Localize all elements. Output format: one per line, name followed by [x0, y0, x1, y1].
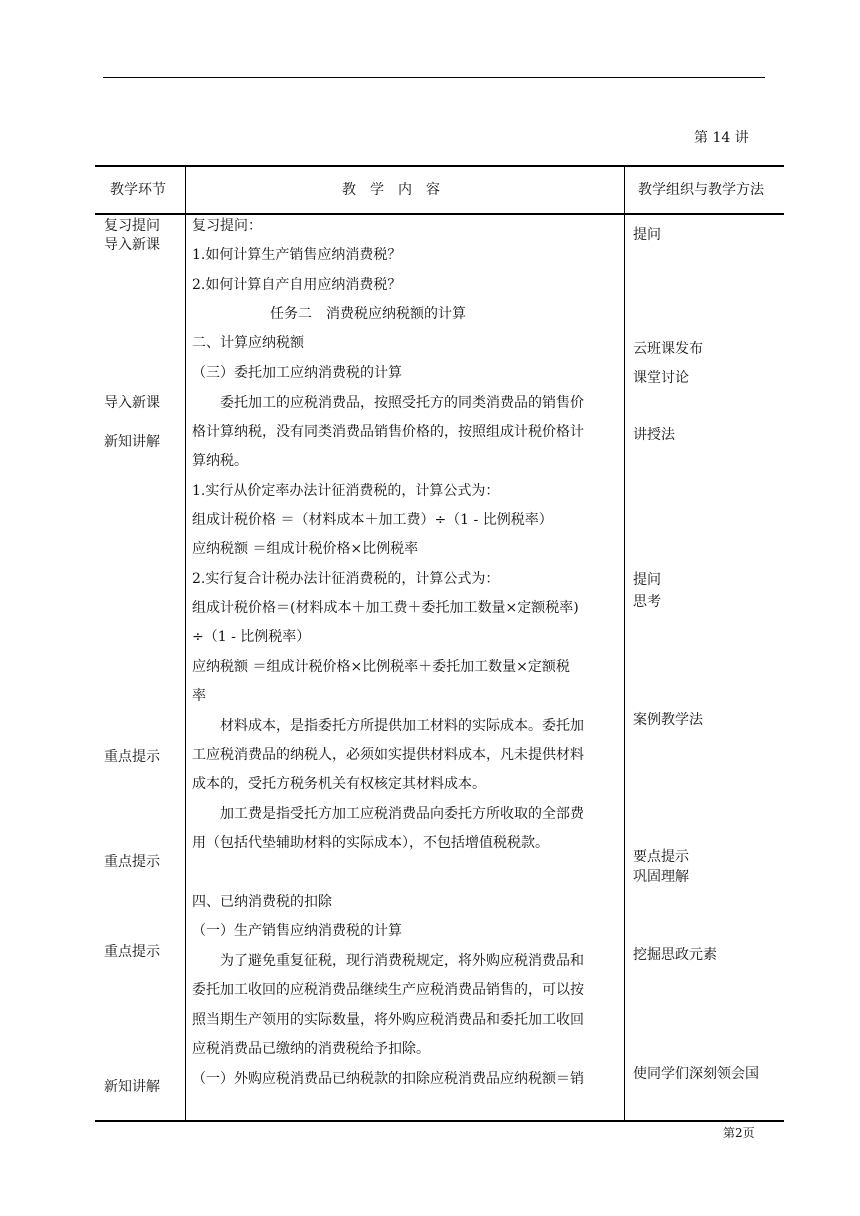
- content-line: 委托加工收回的应税消费品继续生产应税消费品销售的，可以按: [192, 982, 584, 998]
- content-line: （三）委托加工应纳消费税的计算: [192, 365, 402, 381]
- content-line: 应纳税额 ＝组成计税价格×比例税率＋委托加工数量×定额税: [192, 659, 570, 675]
- content-line: 2.实行复合计税办法计征消费税的，计算公式为：: [192, 571, 500, 587]
- method-label: 案例教学法: [633, 712, 703, 728]
- content-line: 应税消费品已缴纳的消费税给予扣除。: [192, 1041, 430, 1057]
- top-rule: [103, 77, 765, 78]
- method-label: 讲授法: [633, 427, 675, 443]
- method-label: 云班课发布: [633, 341, 703, 357]
- page-number: 第2页: [723, 1126, 755, 1140]
- content-line: 委托加工的应税消费品，按照受托方的同类消费品的销售价: [220, 395, 584, 411]
- content-line: （一）生产销售应纳消费税的计算: [192, 923, 402, 939]
- column-divider-1: [185, 165, 186, 1120]
- content-line: 应纳税额 ＝组成计税价格×比例税率: [192, 541, 419, 557]
- method-label: 课堂讨论: [633, 370, 689, 386]
- method-label: 提问: [633, 227, 661, 243]
- content-line: 用（包括代垫辅助材料的实际成本），不包括增值税税款。: [192, 835, 549, 851]
- method-label: 要点提示: [633, 849, 689, 865]
- content-line: 复习提问：: [192, 218, 262, 234]
- content-line: （一）外购应税消费品已纳税款的扣除应税消费品应纳税额＝销: [192, 1071, 584, 1087]
- content-line: 四、已纳消费税的扣除: [192, 894, 332, 910]
- content-line: 算纳税。: [192, 453, 248, 469]
- method-label: 使同学们深刻领会国: [633, 1066, 759, 1082]
- column-header-method: 教学组织与教学方法: [638, 182, 764, 198]
- content-line: 加工费是指受托方加工应税消费品向委托方所收取的全部费: [220, 806, 584, 822]
- column-header-content: 教 学 内 容: [342, 182, 440, 198]
- content-line: 格计算纳税，没有同类消费品销售价格的，按照组成计税价格计: [192, 424, 584, 440]
- method-label: 提问: [633, 572, 661, 588]
- stage-label: 导入新课: [104, 237, 160, 253]
- content-line: 二、计算应纳税额: [192, 335, 304, 351]
- content-line: 照当期生产领用的实际数量，将外购应税消费品和委托加工收回: [192, 1012, 584, 1028]
- content-line: 任务二 消费税应纳税额的计算: [270, 306, 466, 322]
- table-top-border: [95, 165, 784, 167]
- stage-label: 重点提示: [104, 854, 160, 870]
- stage-label: 重点提示: [104, 944, 160, 960]
- method-label: 思考: [633, 594, 661, 610]
- content-line: 为了避免重复征税，现行消费税规定，将外购应税消费品和: [220, 953, 584, 969]
- stage-label: 复习提问: [104, 218, 160, 234]
- content-line: 材料成本，是指委托方所提供加工材料的实际成本。委托加: [220, 718, 584, 734]
- content-line: ÷（1 - 比例税率）: [192, 629, 311, 645]
- content-line: 1.实行从价定率办法计征消费税的，计算公式为：: [192, 483, 500, 499]
- content-line: 1.如何计算生产销售应纳消费税？: [192, 247, 402, 263]
- content-line: 工应税消费品的纳税人，必须如实提供材料成本，凡未提供材料: [192, 747, 584, 763]
- lecture-number: 第 14 讲: [694, 130, 749, 146]
- column-header-stage: 教学环节: [110, 182, 166, 198]
- column-divider-2: [624, 165, 625, 1120]
- table-bottom-border: [95, 1120, 784, 1122]
- content-line: 率: [192, 688, 206, 704]
- stage-label: 新知讲解: [104, 434, 160, 450]
- content-line: 组成计税价格＝(材料成本＋加工费＋委托加工数量×定额税率): [192, 600, 579, 616]
- table-header-border: [95, 213, 784, 215]
- stage-label: 导入新课: [104, 395, 160, 411]
- content-line: 2.如何计算自产自用应纳消费税？: [192, 277, 402, 293]
- method-label: 巩固理解: [633, 869, 689, 885]
- content-line: 成本的，受托方税务机关有权核定其材料成本。: [192, 776, 486, 792]
- stage-label: 重点提示: [104, 749, 160, 765]
- content-line: 组成计税价格 ＝（材料成本＋加工费）÷（1 - 比例税率）: [192, 512, 553, 528]
- stage-label: 新知讲解: [104, 1079, 160, 1095]
- method-label: 挖掘思政元素: [633, 947, 717, 963]
